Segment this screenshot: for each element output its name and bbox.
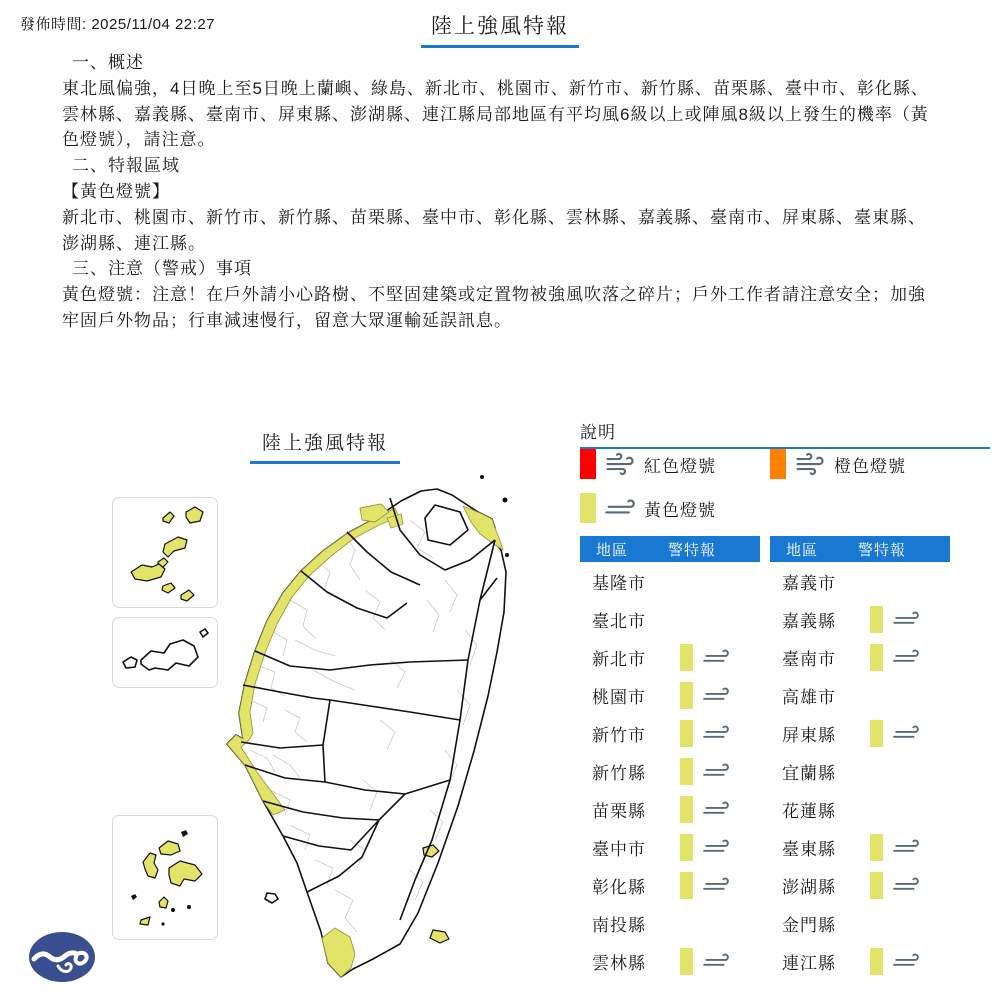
table-row: [770, 562, 950, 600]
region-name: 金門縣: [782, 915, 836, 935]
warning-indicator: [870, 606, 922, 633]
region-name: 彰化縣: [592, 877, 646, 897]
region-name: 花蓮縣: [782, 801, 836, 821]
wind-icon: [890, 948, 922, 974]
column-warning: 警特報: [668, 541, 717, 559]
region-name: 桃園市: [592, 687, 646, 707]
red-signal-swatch: [580, 449, 596, 479]
warning-indicator: [870, 644, 922, 671]
wind-icon: [700, 720, 732, 746]
region-name: 苗栗縣: [592, 801, 646, 821]
region-name: 宜蘭縣: [782, 763, 836, 783]
region-name: 臺南市: [782, 649, 836, 669]
wind-icon: [603, 493, 637, 523]
table-row: [580, 866, 760, 904]
section1-body: 東北風偏強，4日晚上至5日晚上蘭嶼、綠島、新北市、桃園市、新竹市、新竹縣、苗栗縣、臺中市、彰化縣、雲林縣、嘉義縣、臺南市、屏東縣、澎湖縣、連江縣局部地區有平均風6級以上或陣風8級以上發生的機率（黃色燈號），請注意。: [62, 78, 929, 150]
region-name: 澎湖縣: [782, 877, 836, 897]
table-row: [580, 752, 760, 790]
section3-title: 三、注意（警戒）事項: [72, 259, 252, 279]
wind-icon: [700, 834, 732, 860]
bulletin-text: [62, 50, 942, 334]
warning-table-right: [770, 536, 950, 980]
table-row: [770, 752, 950, 790]
wind-icon: [890, 606, 922, 632]
legend-item-red: [580, 449, 716, 479]
yellow-signal-swatch: [680, 834, 693, 861]
legend-label: 紅色燈號: [644, 456, 716, 476]
table-row: [770, 676, 950, 714]
table-row: [770, 942, 950, 980]
yellow-signal-swatch: [680, 796, 693, 823]
table-row: [580, 714, 760, 752]
table-row: [770, 828, 950, 866]
region-name: 高雄市: [782, 687, 836, 707]
warning-indicator: [680, 834, 732, 861]
legend-label: 黃色燈號: [644, 500, 716, 520]
warning-indicator: [680, 796, 732, 823]
region-name: 嘉義市: [782, 573, 836, 593]
region-name: 臺北市: [592, 611, 646, 631]
warning-indicator: [680, 720, 732, 747]
column-warning: 警特報: [858, 541, 907, 559]
wind-icon: [793, 449, 827, 479]
wind-icon: [890, 720, 922, 746]
map-title: 陸上強風特報: [250, 428, 400, 464]
page-title: 陸上強風特報: [0, 10, 1000, 48]
table-row: [770, 714, 950, 752]
wind-icon: [700, 682, 732, 708]
table-row: [770, 866, 950, 904]
warning-indicator: [680, 872, 732, 899]
region-name: 新北市: [592, 649, 646, 669]
region-name: 雲林縣: [592, 953, 646, 973]
section2-body: 新北市、桃園市、新竹市、新竹縣、苗栗縣、臺中市、彰化縣、雲林縣、嘉義縣、臺南市、屏東縣、臺東縣、澎湖縣、連江縣。: [62, 207, 926, 253]
table-header: [770, 536, 950, 562]
warning-indicator: [680, 948, 732, 975]
column-region: 地區: [596, 541, 629, 559]
warning-indicator: [870, 948, 922, 975]
legend-label: 橙色燈號: [834, 456, 906, 476]
section1-title: 一、概述: [72, 53, 144, 72]
cwa-logo: [28, 930, 96, 984]
region-name: 連江縣: [782, 953, 836, 973]
table-row: [580, 676, 760, 714]
table-row: [580, 942, 760, 980]
region-name: 南投縣: [592, 915, 646, 935]
section3-body: 黃色燈號：注意！在戶外請小心路樹、不堅固建築或定置物被強風吹落之碎片；戶外工作者請注意安全；加強牢固戶外物品；行車減速慢行，留意大眾運輸延誤訊息。: [62, 285, 926, 330]
yellow-signal-swatch: [870, 720, 883, 747]
yellow-signal-swatch: [680, 720, 693, 747]
taiwan-map: [195, 460, 565, 1000]
yellow-signal-swatch: [680, 872, 693, 899]
yellow-signal-swatch: [680, 758, 693, 785]
wind-icon: [700, 644, 732, 670]
region-name: 新竹市: [592, 725, 646, 745]
warning-indicator: [680, 758, 732, 785]
table-row: [580, 562, 760, 600]
yellow-signal-swatch: [580, 493, 596, 523]
wind-icon: [700, 872, 732, 898]
legend-item-yellow: [580, 493, 716, 523]
warning-indicator: [680, 682, 732, 709]
region-name: 臺東縣: [782, 839, 836, 859]
table-row: [770, 790, 950, 828]
warning-indicator: [680, 644, 732, 671]
yellow-signal-swatch: [870, 606, 883, 633]
yellow-signal-swatch: [870, 644, 883, 671]
table-row: [580, 828, 760, 866]
section2-level: 【黃色燈號】: [62, 181, 170, 201]
wind-icon: [700, 948, 732, 974]
table-row: [770, 904, 950, 942]
wind-icon: [700, 796, 732, 822]
orange-signal-swatch: [770, 449, 786, 479]
region-name: 新竹縣: [592, 763, 646, 783]
region-name: 基隆市: [592, 573, 646, 593]
yellow-signal-swatch: [870, 834, 883, 861]
table-row: [770, 638, 950, 676]
yellow-signal-swatch: [680, 644, 693, 671]
yellow-signal-swatch: [680, 948, 693, 975]
table-row: [580, 600, 760, 638]
wind-icon: [603, 449, 637, 479]
legend-title: 說明: [580, 418, 990, 449]
warning-indicator: [870, 834, 922, 861]
yellow-signal-swatch: [870, 872, 883, 899]
region-name: 屏東縣: [782, 725, 836, 745]
wind-icon: [890, 834, 922, 860]
warning-indicator: [870, 872, 922, 899]
region-name: 嘉義縣: [782, 611, 836, 631]
section2-title: 二、特報區域: [72, 156, 180, 176]
region-name: 臺中市: [592, 839, 646, 859]
table-row: [580, 638, 760, 676]
wind-icon: [700, 758, 732, 784]
legend-panel: [580, 418, 990, 449]
column-region: 地區: [786, 541, 819, 559]
table-row: [770, 600, 950, 638]
legend-item-orange: [770, 449, 906, 479]
warning-indicator: [870, 720, 922, 747]
yellow-signal-swatch: [870, 948, 883, 975]
wind-icon: [890, 644, 922, 670]
publish-time: 發佈時間: 2025/11/04 22:27: [20, 16, 215, 33]
table-row: [580, 790, 760, 828]
wind-icon: [890, 872, 922, 898]
table-row: [580, 904, 760, 942]
warning-table-left: [580, 536, 760, 980]
yellow-signal-swatch: [680, 682, 693, 709]
table-header: [580, 536, 760, 562]
